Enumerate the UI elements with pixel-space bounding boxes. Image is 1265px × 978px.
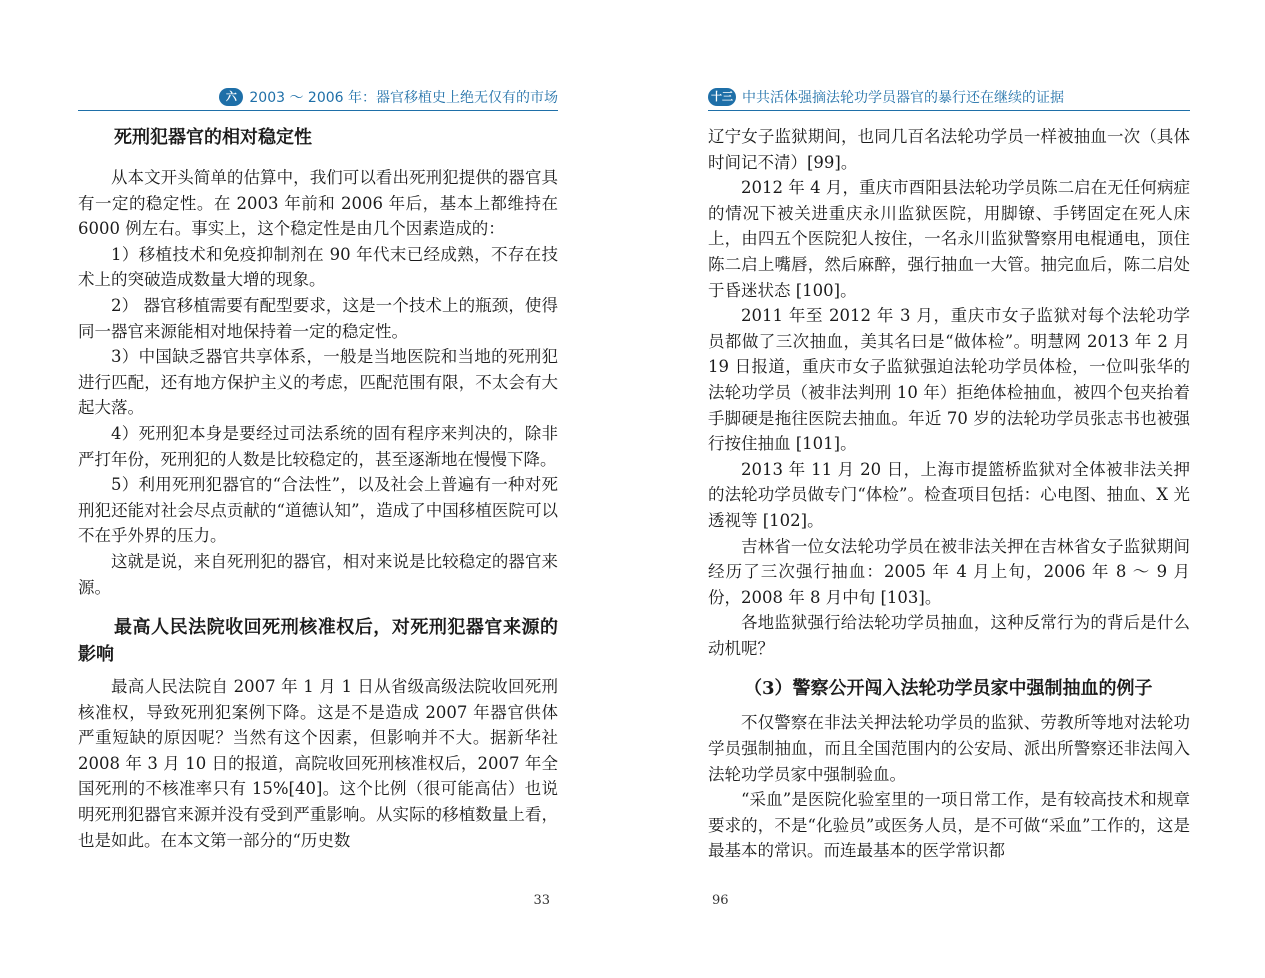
list-paragraph: 4）死刑犯本身是要经过司法系统的固有程序来判决的，除非严打年份，死刑犯的人数是比较稳定的，甚至逐渐地在慢慢下降。: [78, 423, 558, 469]
paragraph: 2011 年至 2012 年 3 月，重庆市女子监狱对每个法轮功学员都做了三次抽血，美其名曰是“做体检”。明慧网 2013 年 2 月 19 日报道，重庆市女子监狱强迫法轮功学员体检，一位叫张华的法轮功学员（被非法判刑 10 年）拒绝体检抽血，被四个包夹抬着手脚硬是拖往医院去抽血。年近 70 岁的法轮功学员张志书也被强行按住抽血 [101]。: [708, 306, 1190, 454]
paragraph: 吉林省一位女法轮功学员在被非法关押在吉林省女子监狱期间经历了三次强行抽血：2005 年 4 月上旬，2006 年 8 ～ 9 月份，2008 年 8 月中旬 [103]。: [708, 536, 1190, 607]
right-running-head: [708, 84, 1190, 111]
section-heading: 死刑犯器官的相对稳定性: [114, 127, 312, 148]
right-running-head-title: 中共活体强摘法轮功学员器官的暴行还在继续的证据: [742, 90, 1064, 106]
section-heading: 最高人民法院收回死刑核准权后，对死刑犯器官来源的影响: [78, 617, 558, 666]
right-chapter-badge: 十三: [708, 88, 736, 106]
paragraph: 不仅警察在非法关押法轮功学员的监狱、劳教所等地对法轮功学员强制抽血，而且全国范围内的公安局、派出所警察还非法闯入法轮功学员家中强制验血。: [708, 713, 1190, 784]
list-paragraph: 2） 器官移植需要有配型要求，这是一个技术上的瓶颈，使得同一器官来源能相对地保持着一定的稳定性。: [78, 295, 558, 341]
paragraph: 这就是说，来自死刑犯的器官，相对来说是比较稳定的器官来源。: [78, 551, 558, 597]
right-page: [708, 0, 1190, 978]
paragraph: “采血”是医院化验室里的一项日常工作，是有较高技术和规章要求的，不是“化验员”或医务人员，是不可做“采血”工作的，这是最基本的常识。而连最基本的医学常识都: [708, 790, 1190, 861]
paragraph: 最高人民法院自 2007 年 1 月 1 日从省级高级法院收回死刑核准权，导致死刑犯案例下降。这是不是造成 2007 年器官供体严重短缺的原因呢？当然有这个因素，但影响并不大。据新华社 2008 年 3 月 10 日的报道，高院收回死刑核准权后，2007 年全国死刑的不核准率只有 15%[40]。这个比例（很可能高估）也说明死刑犯器官来源并没有受到严重影响。从实际的移植数量上看，也是如此。在本文第一部分的“历史数: [78, 677, 558, 850]
list-paragraph: 5）利用死刑犯器官的“合法性”，以及社会上普遍有一种对死刑犯还能对社会尽点贡献的“道德认知”，造成了中国移植医院可以不在乎外界的压力。: [78, 475, 558, 546]
paragraph: 各地监狱强行给法轮功学员抽血，这种反常行为的背后是什么动机呢？: [708, 613, 1190, 658]
page-number: 96: [712, 893, 729, 908]
list-paragraph: 1）移植技术和免疫抑制剂在 90 年代末已经成熟，不存在技术上的突破造成数量大增的现象。: [78, 244, 558, 290]
left-body: [78, 124, 558, 853]
page-number: 33: [533, 893, 550, 908]
left-running-head-title: 2003 ～ 2006 年：器官移植史上绝无仅有的市场: [249, 90, 558, 106]
paragraph: 2012 年 4 月，重庆市酉阳县法轮功学员陈二启在无任何病症的情况下被关进重庆永川监狱医院，用脚镣、手铐固定在死人床上，由四五个医院犯人按住，一名永川监狱警察用电棍通电，顶住陈二启上嘴唇，然后麻醉，强行抽血一大管。抽完血后，陈二启处于昏迷状态 [100]。: [708, 178, 1190, 300]
left-chapter-badge: 六: [219, 88, 243, 106]
left-page: [78, 0, 558, 978]
right-body: [708, 124, 1190, 864]
paragraph: 2013 年 11 月 20 日，上海市提篮桥监狱对全体被非法关押的法轮功学员做专门“体检”。检查项目包括：心电图、抽血、X 光透视等 [102]。: [708, 459, 1190, 530]
left-running-head: [78, 84, 558, 111]
paragraph: 辽宁女子监狱期间，也同几百名法轮功学员一样被抽血一次（具体时间记不清）[99]。: [708, 127, 1190, 172]
list-paragraph: 3）中国缺乏器官共享体系，一般是当地医院和当地的死刑犯进行匹配，还有地方保护主义的考虑，匹配范围有限，不太会有大起大落。: [78, 347, 558, 418]
section-heading: （3）警察公开闯入法轮功学员家中强制抽血的例子: [744, 678, 1153, 700]
paragraph: 从本文开头简单的估算中，我们可以看出死刑犯提供的器官具有一定的稳定性。在 2003 年前和 2006 年后，基本上都维持在 6000 例左右。事实上，这个稳定性是由几个因素造成的：: [78, 168, 558, 239]
